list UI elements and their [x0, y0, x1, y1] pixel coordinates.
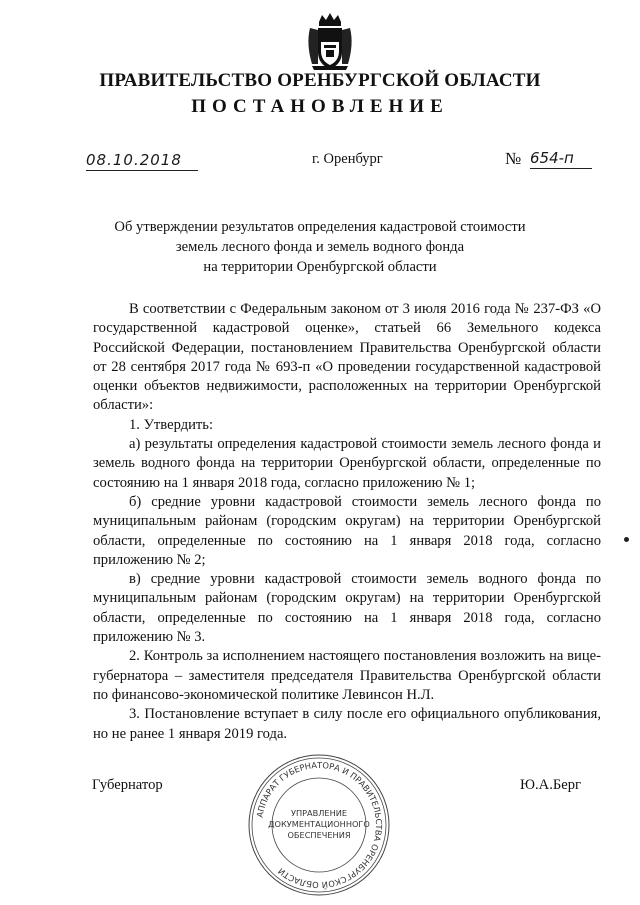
- document-type: ПОСТАНОВЛЕНИЕ: [191, 96, 449, 117]
- coat-of-arms-icon: [304, 12, 356, 72]
- item-1b: б) средние уровни кадастровой стоимости земель лесного фонда по муниципальным районам (городским округам) на территории Оренбургской области, определенные по состоянию на 1 января 2018 года, согласно приложению № 2;: [93, 493, 601, 568]
- document-number: 654-п: [530, 149, 592, 169]
- subject-line: Об утверждении результатов определения кадастровой стоимости: [114, 219, 526, 235]
- margin-mark: [624, 537, 629, 542]
- stamp-inner-line: ОБЕСПЕЧЕНИЯ: [287, 830, 351, 840]
- city: г. Оренбург: [312, 151, 383, 167]
- stamp-inner-line: УПРАВЛЕНИЕ: [290, 808, 348, 818]
- subject-line: на территории Оренбургской области: [203, 259, 437, 275]
- number-sign: №: [505, 149, 522, 168]
- subject: [100, 217, 540, 277]
- preamble-paragraph: В соответствии с Федеральным законом от 3 июля 2016 года № 237-ФЗ «О государственной кадастровой оценке», статьей 66 Земельного кодекса Российской Федерации, постановлением Правительства Оренбургской области от 28 сентября 2017 года № 693-п «О проведении государственной кадастровой оценки объектов недвижимости, расположенных на территории Оренбургской области»:: [93, 301, 601, 414]
- item-1: 1. Утвердить:: [129, 416, 214, 433]
- item-3: 3. Постановление вступает в силу после его официального опубликования, но не ранее 1 января 2019 года.: [93, 706, 601, 742]
- stamp: [244, 750, 394, 900]
- item-1c: в) средние уровни кадастровой стоимости земель водного фонда по муниципальным районам (городским округам) на территории Оренбургской области, определенные по состоянию на 1 января 2018 года, согласно приложению № 3.: [93, 571, 601, 646]
- org-title: ПРАВИТЕЛЬСТВО ОРЕНБУРГСКОЙ ОБЛАСТИ: [99, 70, 541, 91]
- signature-position: Губернатор: [92, 777, 163, 793]
- subject-line: земель лесного фонда и земель водного фонда: [175, 239, 465, 255]
- document-body: [93, 300, 601, 744]
- item-2: 2. Контроль за исполнением настоящего постановления возложить на вице-губернатора – заместителя председателя Правительства Оренбургской области по финансово-экономической политике Левинсон Н.Л.: [93, 648, 601, 703]
- signature-name: Ю.А.Берг: [520, 777, 581, 793]
- item-1a: а) результаты определения кадастровой стоимости земель лесного фонда и земель водного фонда на территории Оренбургской области, определенные по состоянию на 1 января 2018 года, согласно приложению № 1;: [93, 436, 601, 491]
- document-date: 08.10.2018: [86, 151, 198, 171]
- stamp-inner-line: ДОКУМЕНТАЦИОННОГО: [268, 819, 370, 829]
- stamp-ring-text: АППАРАТ ГУБЕРНАТОРА И ПРАВИТЕЛЬСТВА ОРЕНБУРГСКОЙ ОБЛАСТИ: [254, 759, 385, 891]
